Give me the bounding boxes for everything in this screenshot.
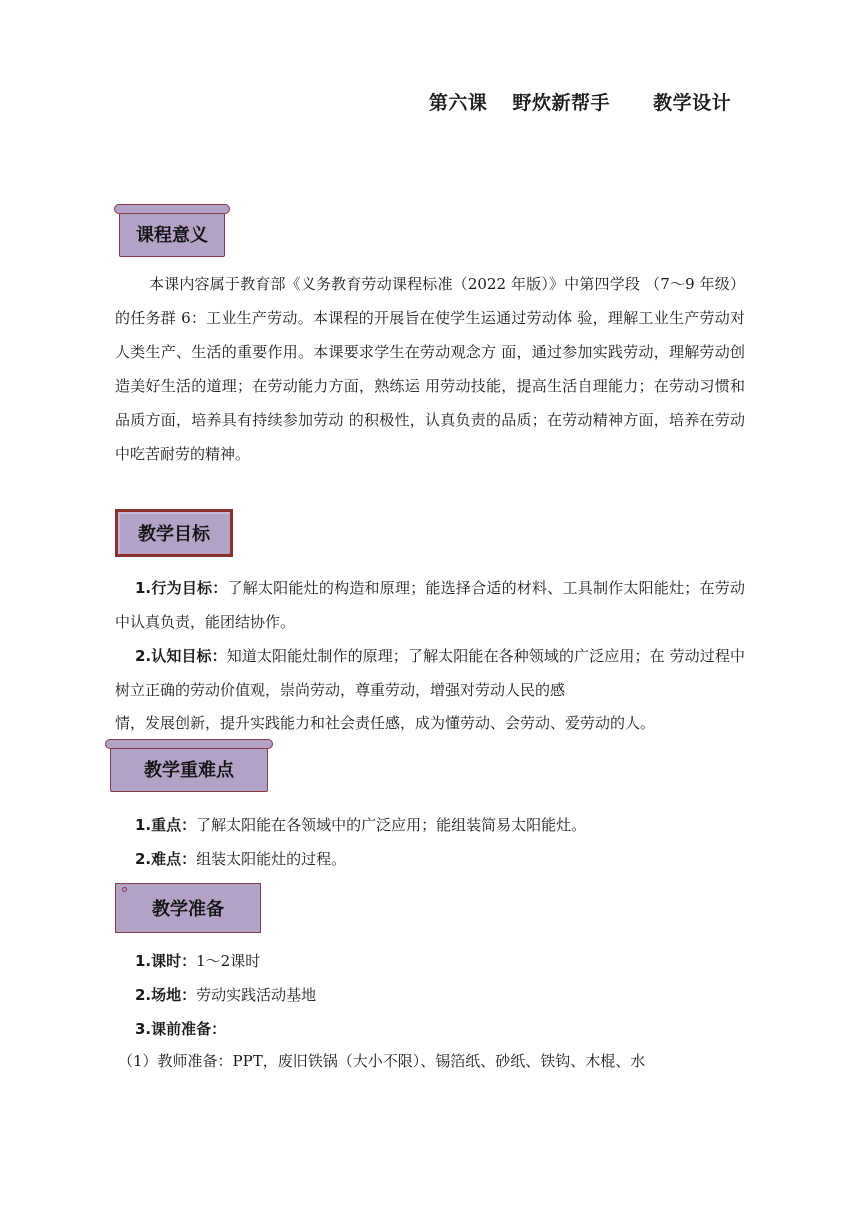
page-title: [0, 88, 860, 115]
section-heading-goals-label: 教学目标: [138, 524, 210, 545]
goal-behavior-label: 1.行为目标：: [135, 579, 228, 597]
title-design: 教学设计: [653, 92, 732, 114]
difficult-point-text: 组装太阳能灶的过程。: [196, 850, 347, 868]
key-point-text: 了解太阳能在各领域中的广泛应用；能组装简易太阳能灶。: [196, 816, 587, 834]
section-heading-key-label: 教学重难点: [144, 759, 234, 781]
prep-venue-label: 2.场地：: [135, 986, 197, 1004]
difficult-point: [135, 848, 346, 869]
key-point: [135, 814, 586, 835]
prep-materials-label: [135, 1018, 226, 1039]
goal-cognitive-text: 知道太阳能灶制作的原理；了解太阳能在各种领域的广泛应用；在 劳动过程中树立正确的劳动价值观，崇尚劳动，尊重劳动，增强对劳动人民的感: [115, 647, 745, 699]
goal-behavior-text: 了解太阳能灶的构造和原理；能选择合适的材料、工具制作太阳能灶；在劳动中认真负责，能团结协作。: [115, 579, 745, 631]
meaning-paragraph: 本课内容属于教育部《义务教育劳动课程标准（2022 年版）》中第四学段 （7～9 年级）的任务群 6：工业生产劳动。本课程的开展旨在使学生运通过劳动体 验，理解工业生产劳动对人类生产、生活的重要作用。本课要求学生在劳动观念方 面，通过参加实践劳动，理解劳动创造美好生活的道理；在劳动能力方面，熟练运 用劳动技能，提高生活自理能力；在劳动习惯和品质方面，培养具有持续参加劳动 的积极性，认真负责的品质；在劳动精神方面，培养在劳动中吃苦耐劳的精神。: [115, 275, 745, 463]
key-point-label: 1.重点：: [135, 816, 197, 834]
section-heading-goals: [115, 509, 233, 557]
difficult-point-label: 2.难点：: [135, 850, 197, 868]
prep-hours-text: 1～2课时: [196, 952, 261, 970]
prep-teacher: （1）教师准备：PPT，废旧铁锅（大小不限）、锡箔纸、砂纸、铁钩、木棍、水: [118, 1052, 646, 1070]
section-heading-prep: [115, 883, 261, 933]
prep-venue: [135, 984, 316, 1005]
prep-hours-label: 1.课时：: [135, 952, 197, 970]
goal-behavior: [115, 571, 745, 639]
section-heading-prep-label: 教学准备: [152, 899, 224, 920]
title-lesson: 第六课: [428, 92, 488, 114]
goal-cognitive-label: 2.认知目标：: [135, 647, 227, 665]
prep-venue-text: 劳动实践活动基地: [196, 986, 317, 1004]
prep-hours: [135, 950, 260, 971]
goal-cognitive: [115, 639, 745, 707]
title-topic: 野炊新帮手: [512, 92, 610, 114]
prep-materials-label-text: 3.课前准备：: [135, 1020, 227, 1038]
section-heading-meaning: [119, 210, 225, 257]
goal-cognitive-cont: 情，发展创新，提升实践能力和社会责任感，成为懂劳动、会劳动、爱劳动的人。: [115, 714, 656, 732]
section-heading-meaning-label: 课程意义: [136, 224, 208, 246]
section-heading-key: [110, 745, 268, 792]
